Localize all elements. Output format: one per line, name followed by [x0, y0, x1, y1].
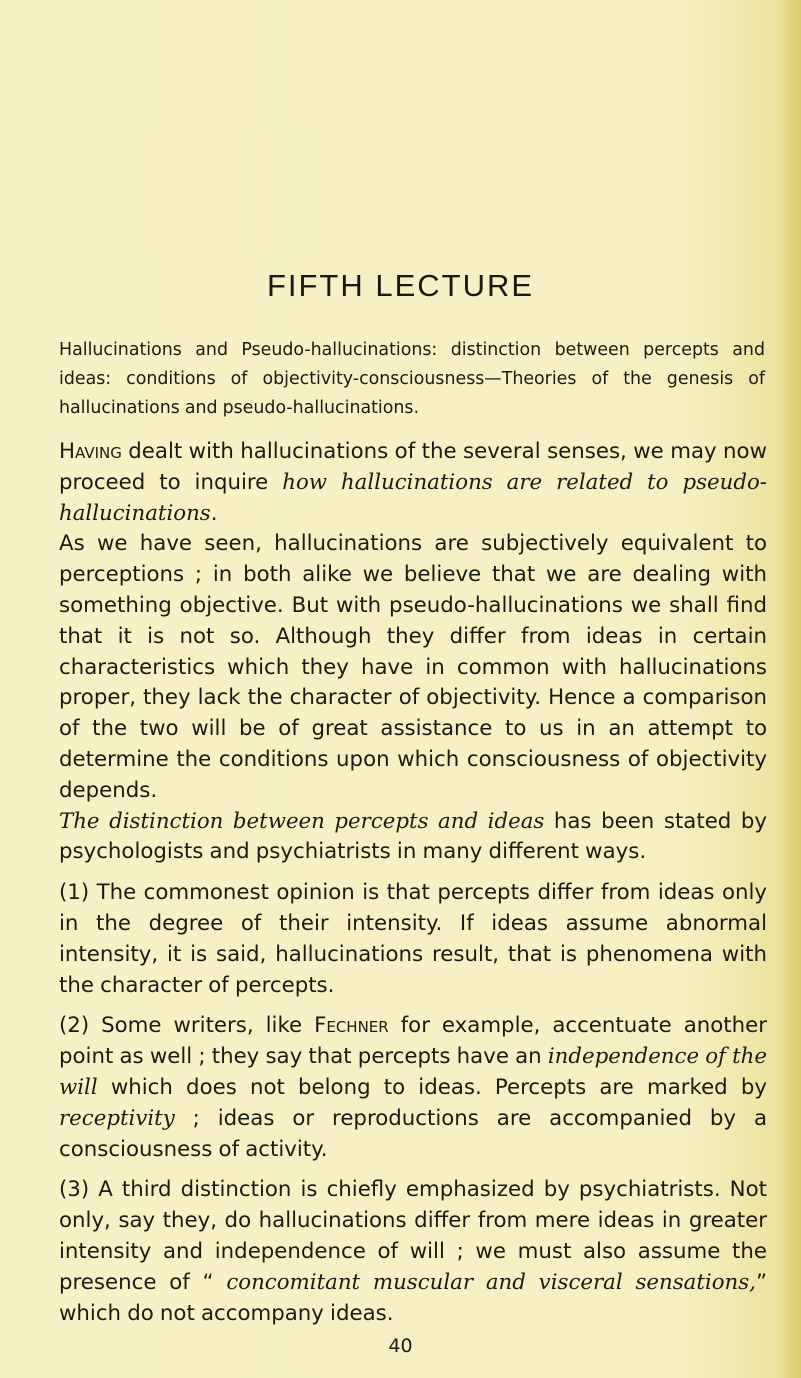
paragraph-1 [59, 437, 767, 529]
paragraph-6-italic: concomitant muscular and visceral sensations, [226, 1269, 756, 1295]
paragraph-5-b: for example, accentuate another point as well ; they say that percepts have an [59, 1013, 768, 1070]
paragraph-2: As we have seen, hallucinations are subjectively equivalent to perceptions ; in both alike we believe that we are dealing with something objective. But with pseudo-hallucinations we shall find that it is not so. Although they differ from ideas in certain characteristics which they have in common with hallucinations proper, they lack the character of objectivity. Hence a comparison of the two will be of great assistance to us in an attempt to determine the conditions upon which consciousness of objectivity depends. [59, 531, 767, 803]
paragraph-5-a: (2) Some writers, like [59, 1013, 315, 1039]
paragraph-6-a: (3) A third distinction is chiefly emphasized by psychiatrists. Not only, say they, do hallucinations differ from mere ideas in greater intensity and independence of will ; we must also assume the presence of “ [59, 1177, 767, 1295]
paragraph-6-b: ” which do not accompany ideas. [59, 1269, 767, 1326]
paragraph-3-italic: The distinction between percepts and ideas [59, 808, 545, 834]
paragraph-6 [59, 1175, 767, 1329]
paragraph-3 [59, 807, 767, 869]
paragraph-1-text: dealt with hallucinations of the several senses, we may now proceed to inquire [59, 439, 767, 495]
paragraph-5 [59, 1011, 767, 1165]
paragraph-4: (1) The commonest opinion is that percepts differ from ideas only in the degree of their intensity. If ideas assume abnormal intensity, it is said, hallucinations result, that is phenomena with the character of percepts. [59, 880, 767, 998]
chapter-synopsis: Hallucinations and Pseudo-hallucinations: distinction between percepts and ideas: conditions of objectivity-consciousness—Theories of the genesis of hallucinations and pseudo-hallucinations. [59, 340, 765, 418]
paragraph-1-end: . [210, 500, 218, 526]
paragraph-5-d: ; ideas or reproductions are accompanied by a consciousness of activity. [59, 1105, 767, 1162]
paragraph-3-text: has been stated by psychologists and psychiatrists in many different ways. [59, 808, 767, 865]
body-text [59, 437, 767, 1329]
paragraph-1-lead: Having [59, 439, 122, 464]
paragraph-1-italic: how hallucinations are related to pseudo-hallucinations [59, 469, 767, 526]
paragraph-5-italic-2: receptivity [59, 1105, 175, 1131]
page-number: 40 [388, 1335, 413, 1357]
lecture-heading: FIFTH LECTURE [266, 268, 535, 303]
paragraph-5-italic-1: independence of the will [59, 1044, 767, 1100]
paragraph-5-c: which does not belong to ideas. Percepts are marked by [97, 1074, 767, 1100]
author-name-fechner: Fechner [314, 1013, 389, 1039]
page-edge-shading [779, 0, 801, 1378]
